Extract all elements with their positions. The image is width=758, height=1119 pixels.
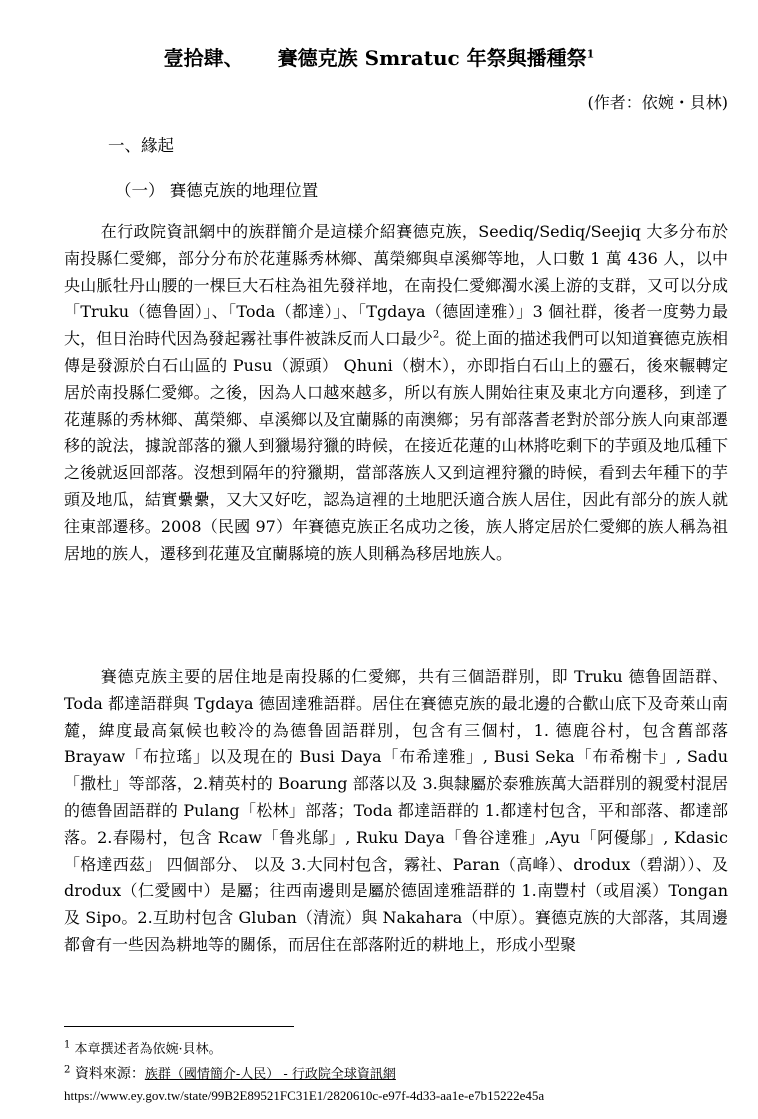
footnote-divider	[64, 1026, 294, 1027]
source-url[interactable]: https://www.ey.gov.tw/state/99B2E89521FC31E1/2820610c-e97f-4d33-aa1e-e7b15222e45a	[64, 1088, 545, 1103]
subsection-heading: （一） 賽德克族的地理位置	[115, 181, 319, 200]
author-line: (作者：依婉・貝林)	[587, 93, 728, 112]
chapter-number: 壹拾肆、	[163, 46, 244, 70]
page-title	[0, 42, 758, 71]
chapter-title: 賽德克族 Smratuc 年祭與播種祭	[277, 46, 587, 70]
footnote-ref-2[interactable]: 2	[432, 329, 440, 341]
footnote-label: 資料來源：	[74, 1066, 145, 1082]
body-paragraph-1	[64, 219, 728, 567]
footnote-mark: 2	[64, 1064, 71, 1076]
body-paragraph-2: 賽德克族主要的居住地是南投縣的仁愛鄉，共有三個語群別，即 Truku 德鲁固語群、Toda 都達語群與 Tgdaya 德固達雅語群。居住在賽德克族的最北邊的合歡山底下及奇萊山南麓，緯度最高氣候也較冷的為德鲁固語群別，包含有三個村，1. 德鹿谷村，包含舊部落 Brayaw「布拉瑤」以及現在的 Busi Daya「布希達雅」, Busi Seka「布希榭卡」, Sadu「撒杜」等部落，2.精英村的 Boarung 部落以及 3.與隸屬於泰雅族萬大語群別的親愛村混居的德鲁固語群的 Pulang「松林」部落；Toda 都達語群的 1.都達村包含，平和部落、都達部落。2.春陽村，包含 Rcaw「鲁兆鄔」, Ruku Daya「鲁谷達雅」,Ayu「阿優鄔」, Kdasic「格達西茲」 四個部分、 以及 3.大同村包含，霧社、Paran（高峰）、drodux（碧湖））、及 drodux（仁愛國中）是屬；往西南邊則是屬於德固達雅語群的 1.南豐村（或眉溪）Tongan 及 Sipo。2.互助村包含 Gluban（清流）與 Nakahara（中原）。賽德克族的大部落，其周邊都會有一些因為耕地等的關係，而居住在部落附近的耕地上，形成小型聚	[64, 667, 728, 954]
footnote-mark: 1	[64, 1039, 71, 1051]
paragraph-text: 在行政院資訊網中的族群簡介是這樣介紹賽德克族，Seediq/Sediq/Seejiq 大多分布於南投縣仁愛鄉，部分分布於花蓮縣秀林鄉、萬榮鄉與卓溪鄉等地，人口數 1 萬 436 人，以中央山脈牡丹山腰的一棵巨大石柱為祖先發祥地，在南投仁愛鄉濁水溪上游的支群，又可以分成「Truku（德鲁固）」、「Toda（都達）」、「Tgdaya（德固達雅）」3 個社群，後者一度勢力最大，但日治時代因為發起霧社事件被誅反而人口最少	[64, 222, 728, 349]
footnote-2	[64, 1063, 396, 1083]
footnote-ref-1[interactable]: 1	[586, 47, 595, 61]
section-heading: 一、緣起	[108, 136, 174, 155]
paragraph-text: 。從上面的描述我們可以知道賽德克族相傳是發源於白石山區的 Pusu（源頭） Qhuni（樹木），亦即指白石山上的靈石，後來輾轉定居於南投縣仁愛鄉。之後，因為人口越來越多，所以有族人開始往東及東北方向遷移，到達了花蓮縣的秀林鄉、萬榮鄉、卓溪鄉以及宜蘭縣的南澳鄉；另有部落耆老對於部分族人向東部遷移的說法，據說部落的獵人到獵場狩獵的時候，在接近花蓮的山林將吃剩下的芋頭及地瓜種下之後就返回部落。沒想到隔年的狩獵期，當部落族人又到這裡狩獵的時候，看到去年種下的芋頭及地瓜，結實纍纍，又大又好吃，認為這裡的土地肥沃適合族人居住，因此有部分的族人就往東部遷移。2008（民國 97）年賽德克族正名成功之後，族人將定居於仁愛鄉的族人稱為祖居地的族人，遷移到花蓮及宜蘭縣境的族人則稱為移居地族人。	[64, 329, 728, 563]
source-link[interactable]: 族群（國情簡介-人民） - 行政院全球資訊網	[144, 1067, 396, 1082]
footnote-text: 本章撰述者為依婉·貝林。	[74, 1042, 222, 1057]
footnote-1	[64, 1038, 222, 1057]
